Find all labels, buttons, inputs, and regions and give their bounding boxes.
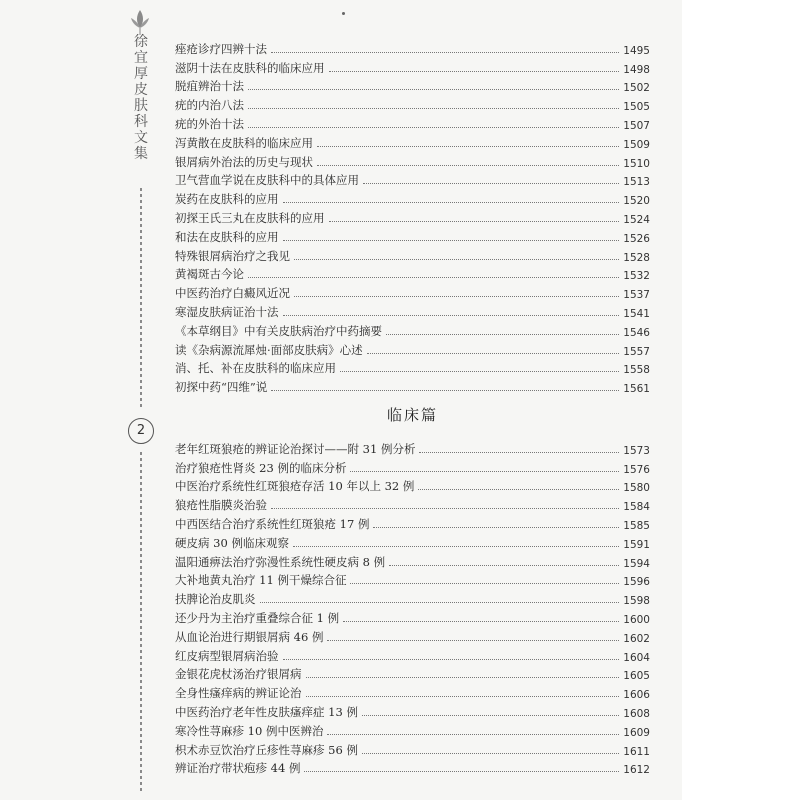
toc-entry[interactable] [175,570,650,589]
toc-entry-title: 从血论治进行期银屑病 46 例 [175,629,324,644]
toc-entry-page: 1557 [623,345,650,358]
dot-leader [367,353,620,354]
side-divider-bottom [140,452,142,792]
dot-leader [373,527,619,528]
dot-leader [362,753,619,754]
toc-entry-page: 1596 [623,576,650,589]
toc-entry-page: 1606 [623,689,650,702]
toc-entry-title: 银屑病外治法的历史与现状 [175,154,313,169]
toc-entry[interactable] [175,739,650,758]
toc-entry-title: 脱疽辨治十法 [175,79,244,94]
toc-entry-page: 1561 [623,383,650,396]
toc-entry-title: 辨证治疗带状疱疹 44 例 [175,761,301,776]
toc-entry-title: 特殊银屑病治疗之我见 [175,248,290,263]
dot-leader [306,677,620,678]
toc-entry-page: 1537 [623,289,650,302]
dot-leader [350,471,619,472]
toc-entry-title: 滋阴十法在皮肤科的临床应用 [175,60,325,75]
toc-entry[interactable] [175,245,650,264]
dot-leader [327,734,619,735]
toc-entry[interactable] [175,513,650,532]
dot-leader [363,183,619,184]
toc-entry-title: 老年红斑狼疮的辨证论治探讨——附 31 例分析 [175,441,416,456]
toc-entry-title: 疣的内治八法 [175,98,244,113]
book-title: 徐宜厚皮肤科文集 [134,34,148,162]
toc-entry-title: 枳术赤豆饮治疗丘疹性荨麻疹 56 例 [175,742,358,757]
toc-entry-page: 1507 [623,119,650,132]
toc-entry-page: 1611 [623,745,650,758]
toc-entry-page: 1609 [623,726,650,739]
toc-entry[interactable] [175,588,650,607]
toc-entry[interactable] [175,701,650,720]
toc-entry[interactable] [175,207,650,226]
toc-entry[interactable] [175,320,650,339]
dot-leader [271,52,619,53]
dot-leader [329,221,620,222]
toc-entry-title: 初探中药“四维”说 [175,380,268,395]
toc-entry[interactable] [175,132,650,151]
toc-entry-page: 1598 [623,595,650,608]
toc-entry-page: 1498 [623,63,650,76]
toc-entry[interactable] [175,94,650,113]
toc-entry-title: 大补地黄丸治疗 11 例干燥综合征 [175,573,347,588]
toc-entry-title: 寒冷性荨麻疹 10 例中医辨治 [175,723,324,738]
toc-entry-page: 1608 [623,707,650,720]
toc-entry[interactable] [175,720,650,739]
toc-entry-page: 1576 [623,463,650,476]
toc-entry-title: 中医治疗系统性红斑狼疮存活 10 年以上 32 例 [175,479,415,494]
toc-entry[interactable] [175,57,650,76]
toc-entry[interactable] [175,170,650,189]
toc-entry-title: 红皮病型银屑病治验 [175,648,279,663]
dot-leader [386,334,619,335]
toc-entry-title: 治疗狼疮性肾炎 23 例的临床分析 [175,460,347,475]
toc-entry-page: 1585 [623,519,650,532]
dot-leader [260,602,620,603]
toc-entry[interactable] [175,532,650,551]
toc-entry-title: 泻黄散在皮肤科的临床应用 [175,135,313,150]
dot-leader [317,146,619,147]
toc-entry[interactable] [175,476,650,495]
toc-entry[interactable] [175,151,650,170]
toc-entry-title: 中西医结合治疗系统性红斑狼疮 17 例 [175,516,370,531]
toc-entry[interactable] [175,607,650,626]
toc-entry-page: 1510 [623,157,650,170]
toc-entry-page: 1594 [623,557,650,570]
toc-entry[interactable] [175,645,650,664]
toc-entry-page: 1612 [623,764,650,777]
dot-leader [350,583,619,584]
toc-entry-title: 卫气营血学说在皮肤科中的具体应用 [175,173,359,188]
page-number: 2 [128,418,154,444]
toc-entry-page: 1520 [623,195,650,208]
dot-leader [293,546,619,547]
dot-leader [248,127,619,128]
side-divider-top [140,188,142,410]
toc-entry-page: 1541 [623,307,650,320]
dot-leader [248,108,619,109]
dot-leader [283,202,620,203]
toc-entry-page: 1605 [623,670,650,683]
dot-leader [419,452,619,453]
toc-entry[interactable] [175,38,650,57]
dot-leader [317,165,619,166]
toc-entry[interactable] [175,76,650,95]
toc-entry-title: 消、托、补在皮肤科的临床应用 [175,361,336,376]
toc-entry-page: 1513 [623,176,650,189]
dot-leader [283,659,620,660]
toc-entry-title: 金银花虎杖汤治疗银屑病 [175,667,302,682]
dot-leader [389,565,619,566]
toc-entry-title: 中医药治疗老年性皮肤瘙痒症 13 例 [175,704,358,719]
dot-leader [343,621,619,622]
toc-entry-page: 1580 [623,482,650,495]
toc-entry[interactable] [175,664,650,683]
toc-entry-title: 痤疮诊疗四辨十法 [175,41,267,56]
dot-leader [248,89,619,90]
toc-entry-title: 中医药治疗白癜风近况 [175,286,290,301]
toc-entry-page: 1502 [623,82,650,95]
dot-leader [362,715,619,716]
dot-leader [271,390,619,391]
toc-entry[interactable] [175,758,650,777]
toc-entry[interactable] [175,188,650,207]
toc-entry-page: 1509 [623,138,650,151]
toc-entry-title: 黄褐斑古今论 [175,267,244,282]
toc-entry-page: 1604 [623,651,650,664]
toc-entry-title: 初探王氏三丸在皮肤科的应用 [175,210,325,225]
toc-entry[interactable] [175,282,650,301]
toc-list-clinical [175,438,650,776]
toc-entry-title: 和法在皮肤科的应用 [175,229,279,244]
toc-entry-page: 1526 [623,232,650,245]
toc-entry[interactable] [175,301,650,320]
dot-leader [340,371,619,372]
dot-leader [248,277,619,278]
toc-entry-page: 1602 [623,632,650,645]
dot-leader [304,771,619,772]
dot-leader [294,259,619,260]
dot-leader [294,296,619,297]
dot-leader [271,508,619,509]
toc-list [175,38,650,395]
toc-entry[interactable] [175,264,650,283]
toc-entry-page: 1573 [623,444,650,457]
dot-leader [283,315,620,316]
toc-entry-title: 寒湿皮肤病证治十法 [175,304,279,319]
toc-entry-page: 1505 [623,101,650,114]
toc-entry[interactable] [175,339,650,358]
toc-entry-title: 炭药在皮肤科的应用 [175,192,279,207]
toc-entry-page: 1495 [623,44,650,57]
toc-entry-title: 还少丹为主治疗重叠综合征 1 例 [175,610,340,625]
toc-entry[interactable] [175,226,650,245]
toc-entry[interactable] [175,551,650,570]
toc-entry[interactable] [175,376,650,395]
dot-leader [283,240,620,241]
toc-entry[interactable] [175,358,650,377]
dot-leader [327,640,619,641]
dot-leader [306,696,620,697]
toc-entry-page: 1558 [623,364,650,377]
toc-entry-page: 1528 [623,251,650,264]
toc-entry-page: 1584 [623,501,650,514]
section-heading: 临床篇 [386,406,438,424]
toc-entry[interactable] [175,457,650,476]
toc-entry-title: 《本草纲目》中有关皮肤病治疗中药摘要 [175,323,382,338]
toc-entry-page: 1532 [623,270,650,283]
toc-entry[interactable] [175,682,650,701]
dot-leader [329,71,620,72]
toc-entry-title: 扶脾论治皮肌炎 [175,592,256,607]
toc-entry-page: 1546 [623,326,650,339]
toc-entry-title: 读《杂病源流犀烛·面部皮肤病》心述 [175,342,363,357]
toc-entry[interactable] [175,494,650,513]
leaf-logo-icon [130,8,150,36]
toc-entry-page: 1600 [623,613,650,626]
toc-entry-title: 狼疮性脂膜炎治验 [175,498,267,513]
toc-entry-title: 温阳通痹法治疗弥漫性系统性硬皮病 8 例 [175,554,386,569]
toc-entry[interactable] [175,626,650,645]
toc-entry-page: 1591 [623,538,650,551]
toc-entry-title: 疣的外治十法 [175,116,244,131]
dot-leader [418,489,619,490]
toc-entry-page: 1524 [623,213,650,226]
toc-entry-title: 全身性瘙痒病的辨证论治 [175,686,302,701]
toc-entry[interactable] [175,438,650,457]
print-dot [342,12,345,15]
toc-entry[interactable] [175,113,650,132]
toc-entry-title: 硬皮病 30 例临床观察 [175,535,289,550]
